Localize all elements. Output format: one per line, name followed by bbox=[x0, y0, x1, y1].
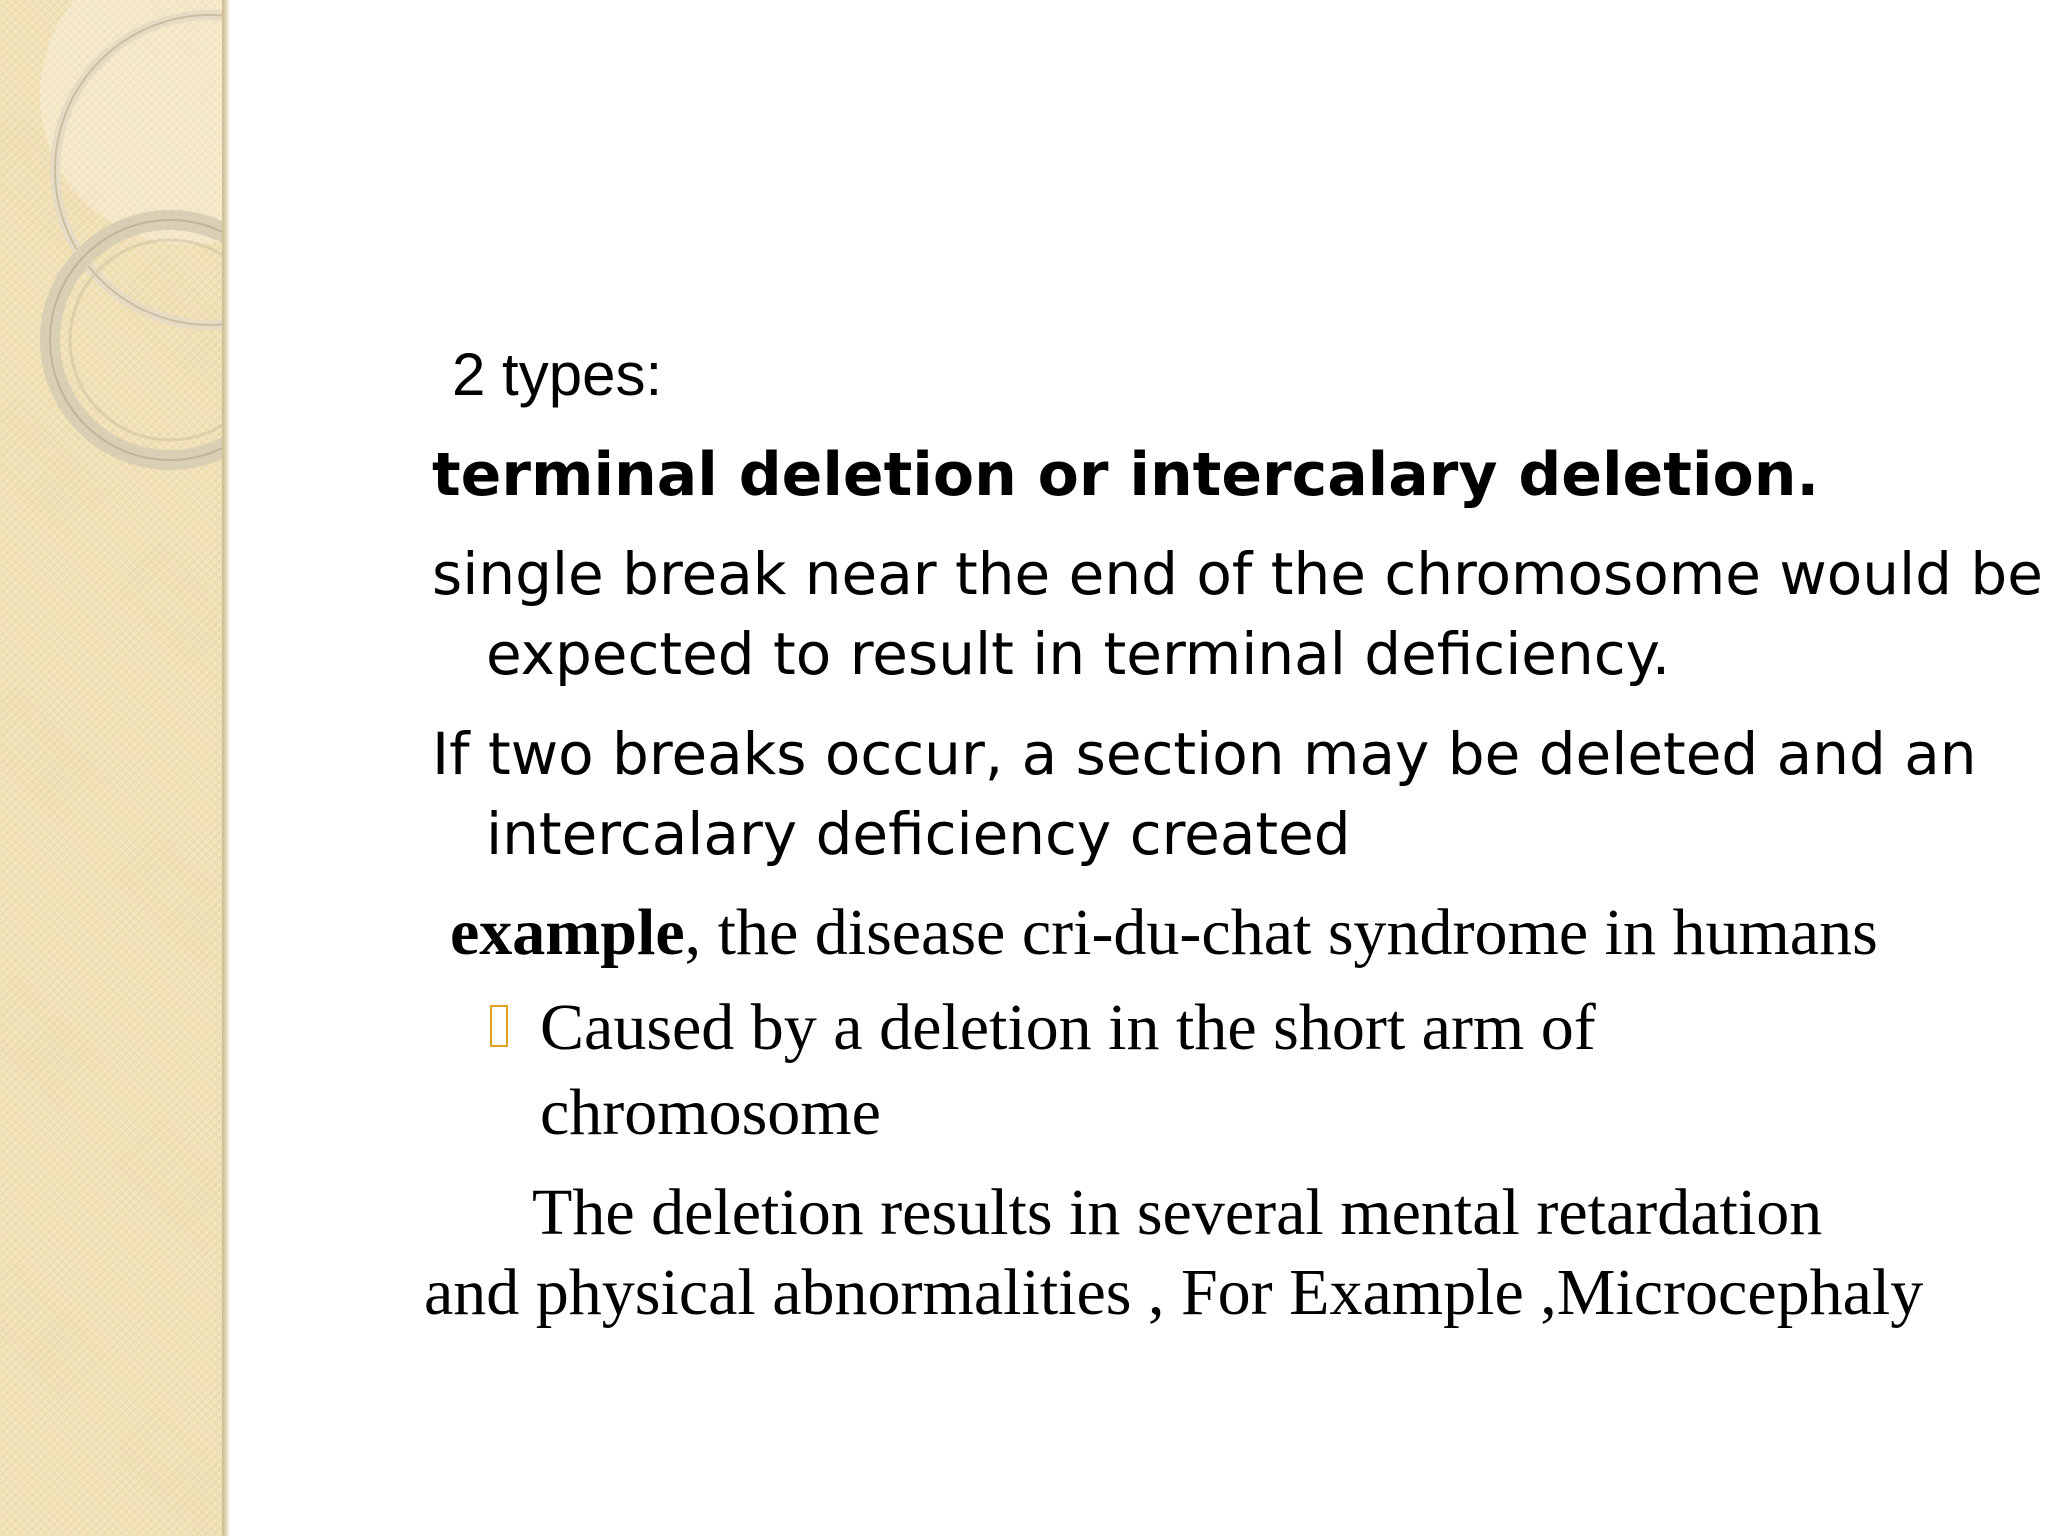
paragraph-2-line-1: If two breaks occur, a section may be deleted and an bbox=[432, 720, 1977, 788]
result-line-2: and physical abnormalities , For Example ,Microcephaly bbox=[424, 1256, 1924, 1329]
example-line bbox=[450, 895, 1878, 971]
paragraph-1-line-2: expected to result in terminal deficiency. bbox=[486, 620, 1671, 688]
bullet-line-1: Caused by a deletion in the short arm of bbox=[540, 991, 1596, 1064]
example-text: , the disease cri-du-chat syndrome in humans bbox=[684, 896, 1878, 969]
heading: terminal deletion or intercalary deletion. bbox=[432, 440, 1820, 510]
result-line-1: The deletion results in several mental retardation bbox=[532, 1176, 1823, 1249]
paragraph-2-line-2: intercalary deficiency created bbox=[486, 800, 1351, 868]
bullet-icon bbox=[490, 1005, 508, 1047]
bullet-line-2: chromosome bbox=[540, 1076, 881, 1149]
paragraph-1-line-1: single break near the end of the chromosome would be bbox=[432, 540, 2043, 608]
types-label: 2 types: bbox=[452, 341, 663, 408]
example-label: example bbox=[450, 896, 685, 969]
